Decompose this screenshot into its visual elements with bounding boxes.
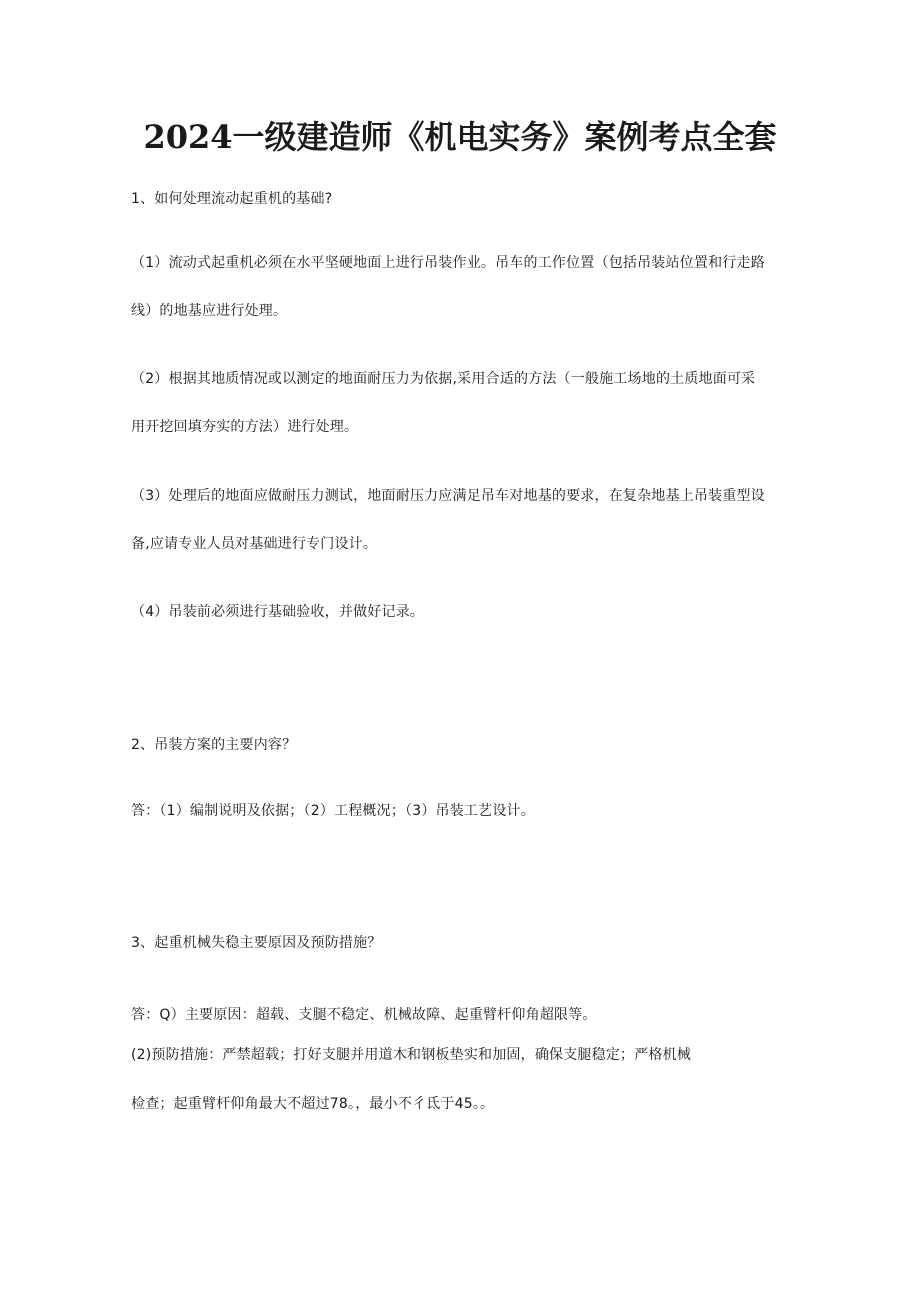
answer-1-item-3-line-2: 备,应请专业人员对基础进行专门设计。 [131,536,378,552]
question-2-heading: 2、吊装方案的主要内容？ [131,737,297,753]
question-3-heading: 3、起重机械失稳主要原因及预防措施？ [131,935,382,951]
answer-1-item-2-line-2: 用开挖回填夯实的方法）进行处理。 [131,419,359,435]
answer-1-item-1-line-2: 线）的地基应进行处理。 [131,303,288,319]
answer-1-item-2-line-1: （2）根据其地质情况或以测定的地面耐压力为依据,采用合适的方法（一般施工场地的土质地面可采 [131,371,756,387]
answer-2: 答：（1）编制说明及依据；（2）工程概况；（3）吊装工艺设计。 [131,803,535,819]
answer-3-line-3: 检查；起重臂杆仰角最大不超过78。，最小不彳氐于45。。 [131,1096,495,1112]
answer-3-line-1: 答：Q）主要原因：超载、支腿不稳定、机械故障、起重臂杆仰角超限等。 [131,1007,597,1023]
answer-1-item-3-line-1: （3）处理后的地面应做耐压力测试，地面耐压力应满足吊车对地基的要求，在复杂地基上吊装重型设 [131,488,765,504]
answer-1-item-1-line-1: （1）流动式起重机必须在水平坚硬地面上进行吊装作业。吊车的工作位置（包括吊装站位置和行走路 [131,255,765,271]
answer-3-line-2: (2)预防措施：严禁超载；打好支腿并用道木和钢板垫实和加固，确保支腿稳定；严格机械 [131,1047,692,1063]
document-title: 2024一级建造师《机电实务》案例考点全套 [143,118,777,156]
answer-1-item-4: （4）吊装前必须进行基础验收，并做好记录。 [131,604,425,620]
question-1-heading: 1、如何处理流动起重机的基础? [131,191,333,207]
